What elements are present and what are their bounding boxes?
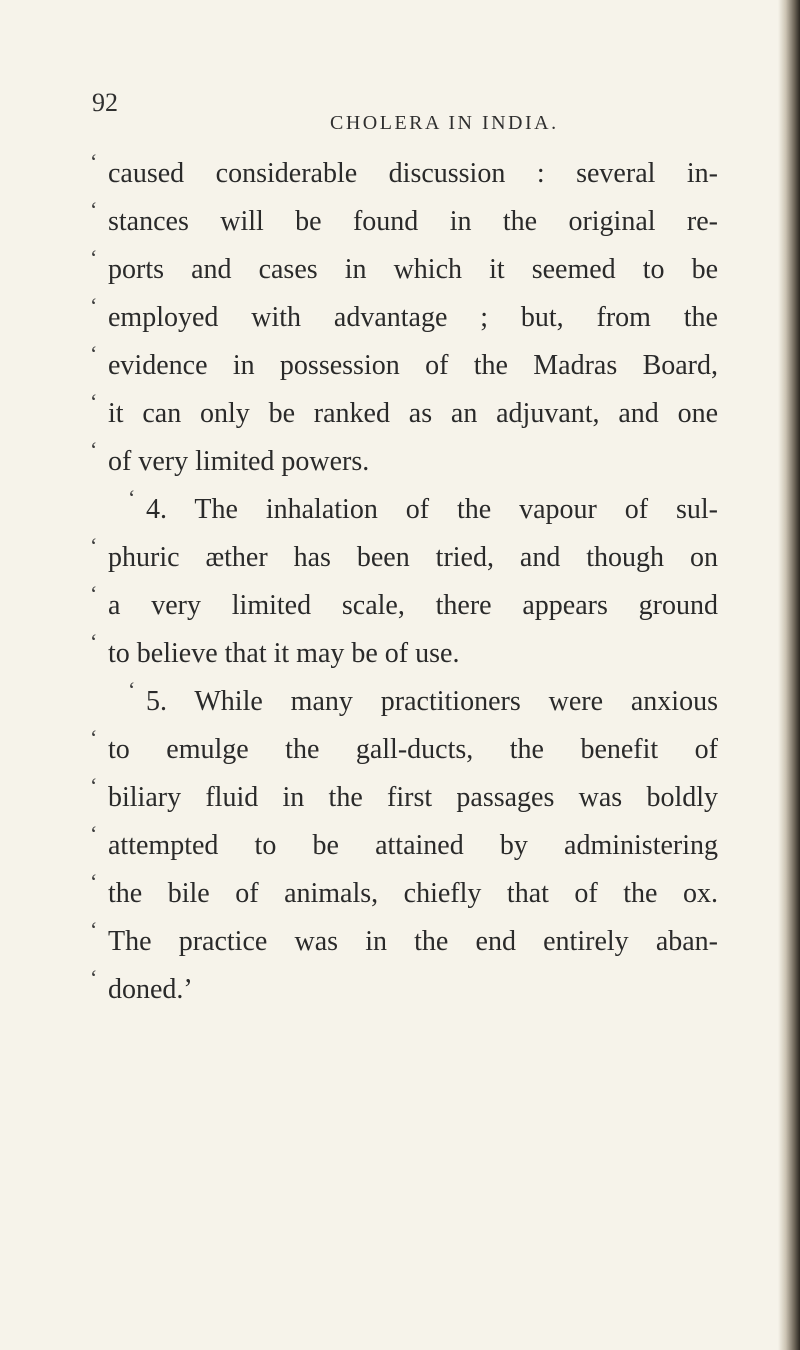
- line-text: 5. While many practitioners were anxious: [146, 686, 718, 717]
- line-text: employed with advantage ; but, from the: [108, 302, 718, 333]
- text-line: [90, 581, 718, 630]
- line-text: attempted to be attained by administering: [108, 830, 718, 861]
- running-head: CHOLERA IN INDIA.: [330, 112, 559, 134]
- quote-mark: ‘: [90, 389, 98, 414]
- line-text: ports and cases in which it seemed to be: [108, 254, 718, 285]
- text-line: [108, 678, 718, 726]
- line-text: caused considerable discussion : several in-: [108, 158, 718, 189]
- line-text: stances will be found in the original re-: [108, 206, 718, 237]
- text-line: [90, 389, 718, 438]
- text-line: [90, 293, 718, 342]
- line-text: phuric æther has been tried, and though on: [108, 542, 718, 573]
- quote-mark: ‘: [90, 581, 98, 606]
- line-text: to believe that it may be of use.: [108, 638, 460, 669]
- text-line: [90, 533, 718, 582]
- text-line: [90, 245, 718, 294]
- quote-mark: ‘: [90, 245, 98, 270]
- line-text: of very limited powers.: [108, 446, 370, 477]
- quote-mark: ‘: [90, 821, 98, 846]
- quote-mark: ‘: [90, 917, 98, 942]
- text-line: [90, 629, 718, 678]
- quote-mark: ‘: [128, 485, 136, 510]
- text-line: [90, 725, 718, 774]
- line-text: it can only be ranked as an adjuvant, and one: [108, 398, 718, 429]
- line-text: evidence in possession of the Madras Board,: [108, 350, 718, 381]
- quote-mark: ‘: [90, 197, 98, 222]
- text-line: [90, 437, 718, 486]
- quote-mark: ‘: [90, 533, 98, 558]
- text-line: [90, 869, 718, 918]
- text-line: [90, 341, 718, 390]
- text-line: [90, 965, 718, 1014]
- quote-mark: ‘: [90, 773, 98, 798]
- line-text: the bile of animals, chiefly that of the ox.: [108, 878, 718, 909]
- text-line: [108, 486, 718, 534]
- line-text: to emulge the gall-ducts, the benefit of: [108, 734, 718, 765]
- text-line: [90, 773, 718, 822]
- page-number: 92: [92, 88, 118, 117]
- line-text: 4. The inhalation of the vapour of sul-: [146, 494, 718, 525]
- quote-mark: ‘: [90, 725, 98, 750]
- quote-mark: ‘: [90, 341, 98, 366]
- quote-mark: ‘: [90, 629, 98, 654]
- body-text: [90, 149, 718, 1014]
- line-text: doned.’: [108, 974, 193, 1005]
- line-text: biliary fluid in the first passages was boldly: [108, 782, 718, 813]
- binding-shadow: [778, 0, 800, 1350]
- text-line: [90, 917, 718, 966]
- text-line: [90, 197, 718, 246]
- quote-mark: ‘: [90, 965, 98, 990]
- line-text: The practice was in the end entirely aban-: [108, 926, 718, 957]
- line-text: a very limited scale, there appears ground: [108, 590, 718, 621]
- quote-mark: ‘: [128, 677, 136, 702]
- text-line: [90, 821, 718, 870]
- text-line: [90, 149, 718, 198]
- quote-mark: ‘: [90, 869, 98, 894]
- quote-mark: ‘: [90, 149, 98, 174]
- quote-mark: ‘: [90, 437, 98, 462]
- quote-mark: ‘: [90, 293, 98, 318]
